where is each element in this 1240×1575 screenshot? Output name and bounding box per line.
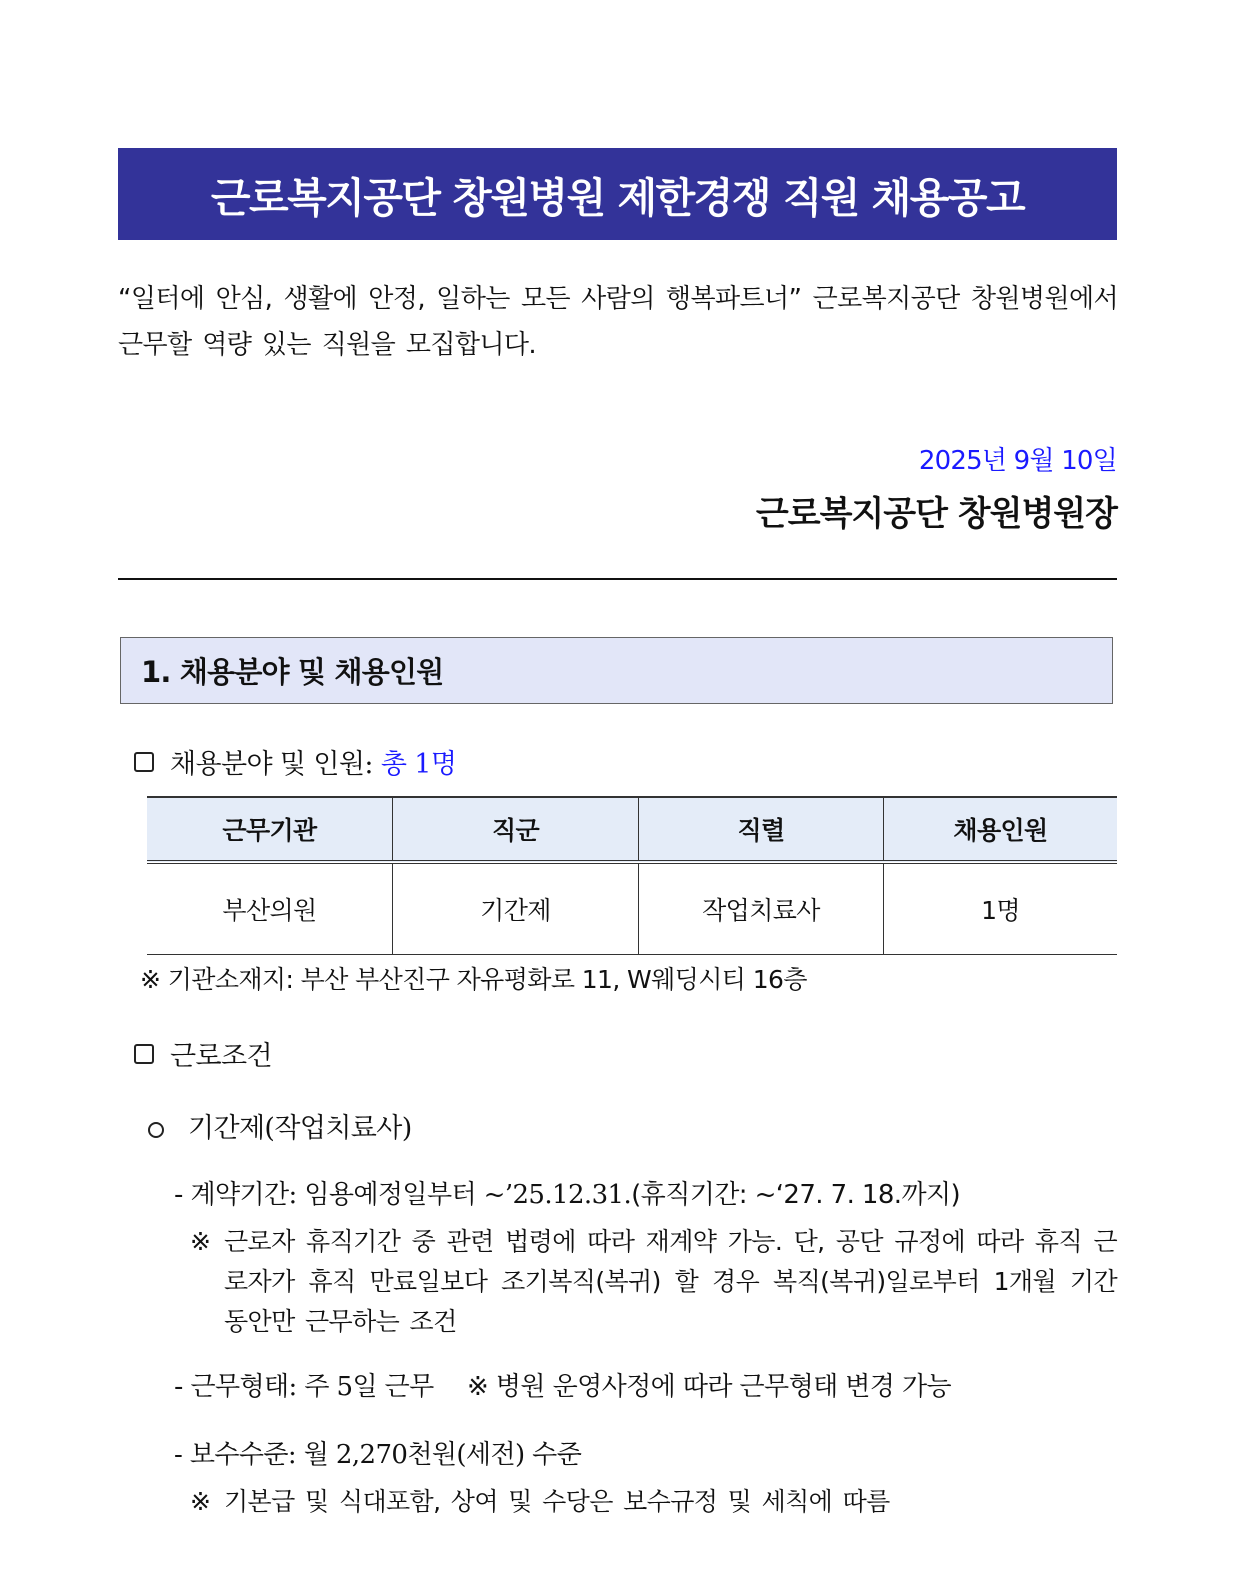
circle-bullet-icon — [148, 1122, 164, 1138]
location-text: 기관소재지: 부산 부산진구 자유평화로 11, W웨딩시티 16층 — [167, 965, 807, 994]
field-heading — [134, 742, 456, 781]
pay-note-text: 기본급 및 식대포함, 상여 및 수당은 보수규정 및 세칙에 따름 — [224, 1487, 890, 1516]
dash-bullet: - — [174, 1180, 183, 1210]
table-cell: 부산의원 — [147, 862, 393, 955]
work-line — [174, 1366, 951, 1403]
contract-extra: (휴직기간: ~‘27. 7. 18.까지) — [631, 1180, 961, 1210]
pay-note — [190, 1482, 1117, 1522]
work-note: ※ 병원 운영사정에 따라 근무형태 변경 가능 — [467, 1372, 951, 1402]
dash-bullet: - — [174, 1440, 183, 1470]
field-total: 총 1명 — [380, 749, 457, 780]
reference-mark-icon: ※ — [190, 1487, 211, 1516]
table-cell: 1명 — [884, 862, 1118, 955]
header-cell: 직군 — [393, 797, 639, 862]
contract-line — [174, 1174, 960, 1211]
dash-bullet: - — [174, 1372, 183, 1402]
table-header-row — [147, 797, 1117, 862]
reference-mark-icon: ※ — [140, 965, 161, 994]
reference-mark-icon: ※ — [190, 1227, 211, 1256]
pay-line — [174, 1434, 581, 1471]
contract-note — [190, 1222, 1117, 1342]
recruit-table — [147, 796, 1117, 955]
issuer-name: 근로복지공단 창원병원장 — [755, 494, 1117, 534]
field-label: 채용분야 및 인원: — [170, 749, 373, 780]
sub-heading: 기간제(작업치료사) — [148, 1106, 412, 1145]
announcement-date: 2025년 9월 10일 — [918, 446, 1117, 476]
contract-label: 계약기간: 임용예정일부터 ~’25.12.31. — [190, 1180, 632, 1210]
section-heading-1: 1. 채용분야 및 채용인원 — [120, 637, 1113, 704]
header-cell: 채용인원 — [884, 797, 1118, 862]
work-label: 근무형태: 주 5일 근무 — [190, 1372, 434, 1402]
header-cell: 근무기관 — [147, 797, 393, 862]
intro-paragraph: “일터에 안심, 생활에 안정, 일하는 모든 사람의 행복파트너” 근로복지공단 창원병원에서 근무할 역량 있는 직원을 모집합니다. — [118, 284, 1118, 360]
checkbox-square-icon — [134, 1044, 154, 1064]
header-cell: 직렬 — [639, 797, 884, 862]
contract-note-text: 근로자 휴직기간 중 관련 법령에 따라 재계약 가능. 단, 공단 규정에 따라 휴직 근로자가 휴직 만료일보다 조기복직(복귀) 할 경우 복직(복귀)일로부터 1개월 기간 동안만 근무하는 조건 — [224, 1227, 1117, 1336]
pay-label: 보수수준: 월 2,270천원(세전) 수준 — [189, 1440, 582, 1470]
page-title: 근로복지공단 창원병원 제한경쟁 직원 채용공고 — [118, 148, 1117, 240]
divider — [118, 578, 1117, 580]
location-note — [140, 960, 807, 996]
table-row — [147, 862, 1117, 955]
table-cell: 작업치료사 — [639, 862, 884, 955]
table-cell: 기간제 — [393, 862, 639, 955]
checkbox-square-icon — [134, 752, 154, 772]
conditions-heading: 근로조건 — [134, 1034, 272, 1073]
